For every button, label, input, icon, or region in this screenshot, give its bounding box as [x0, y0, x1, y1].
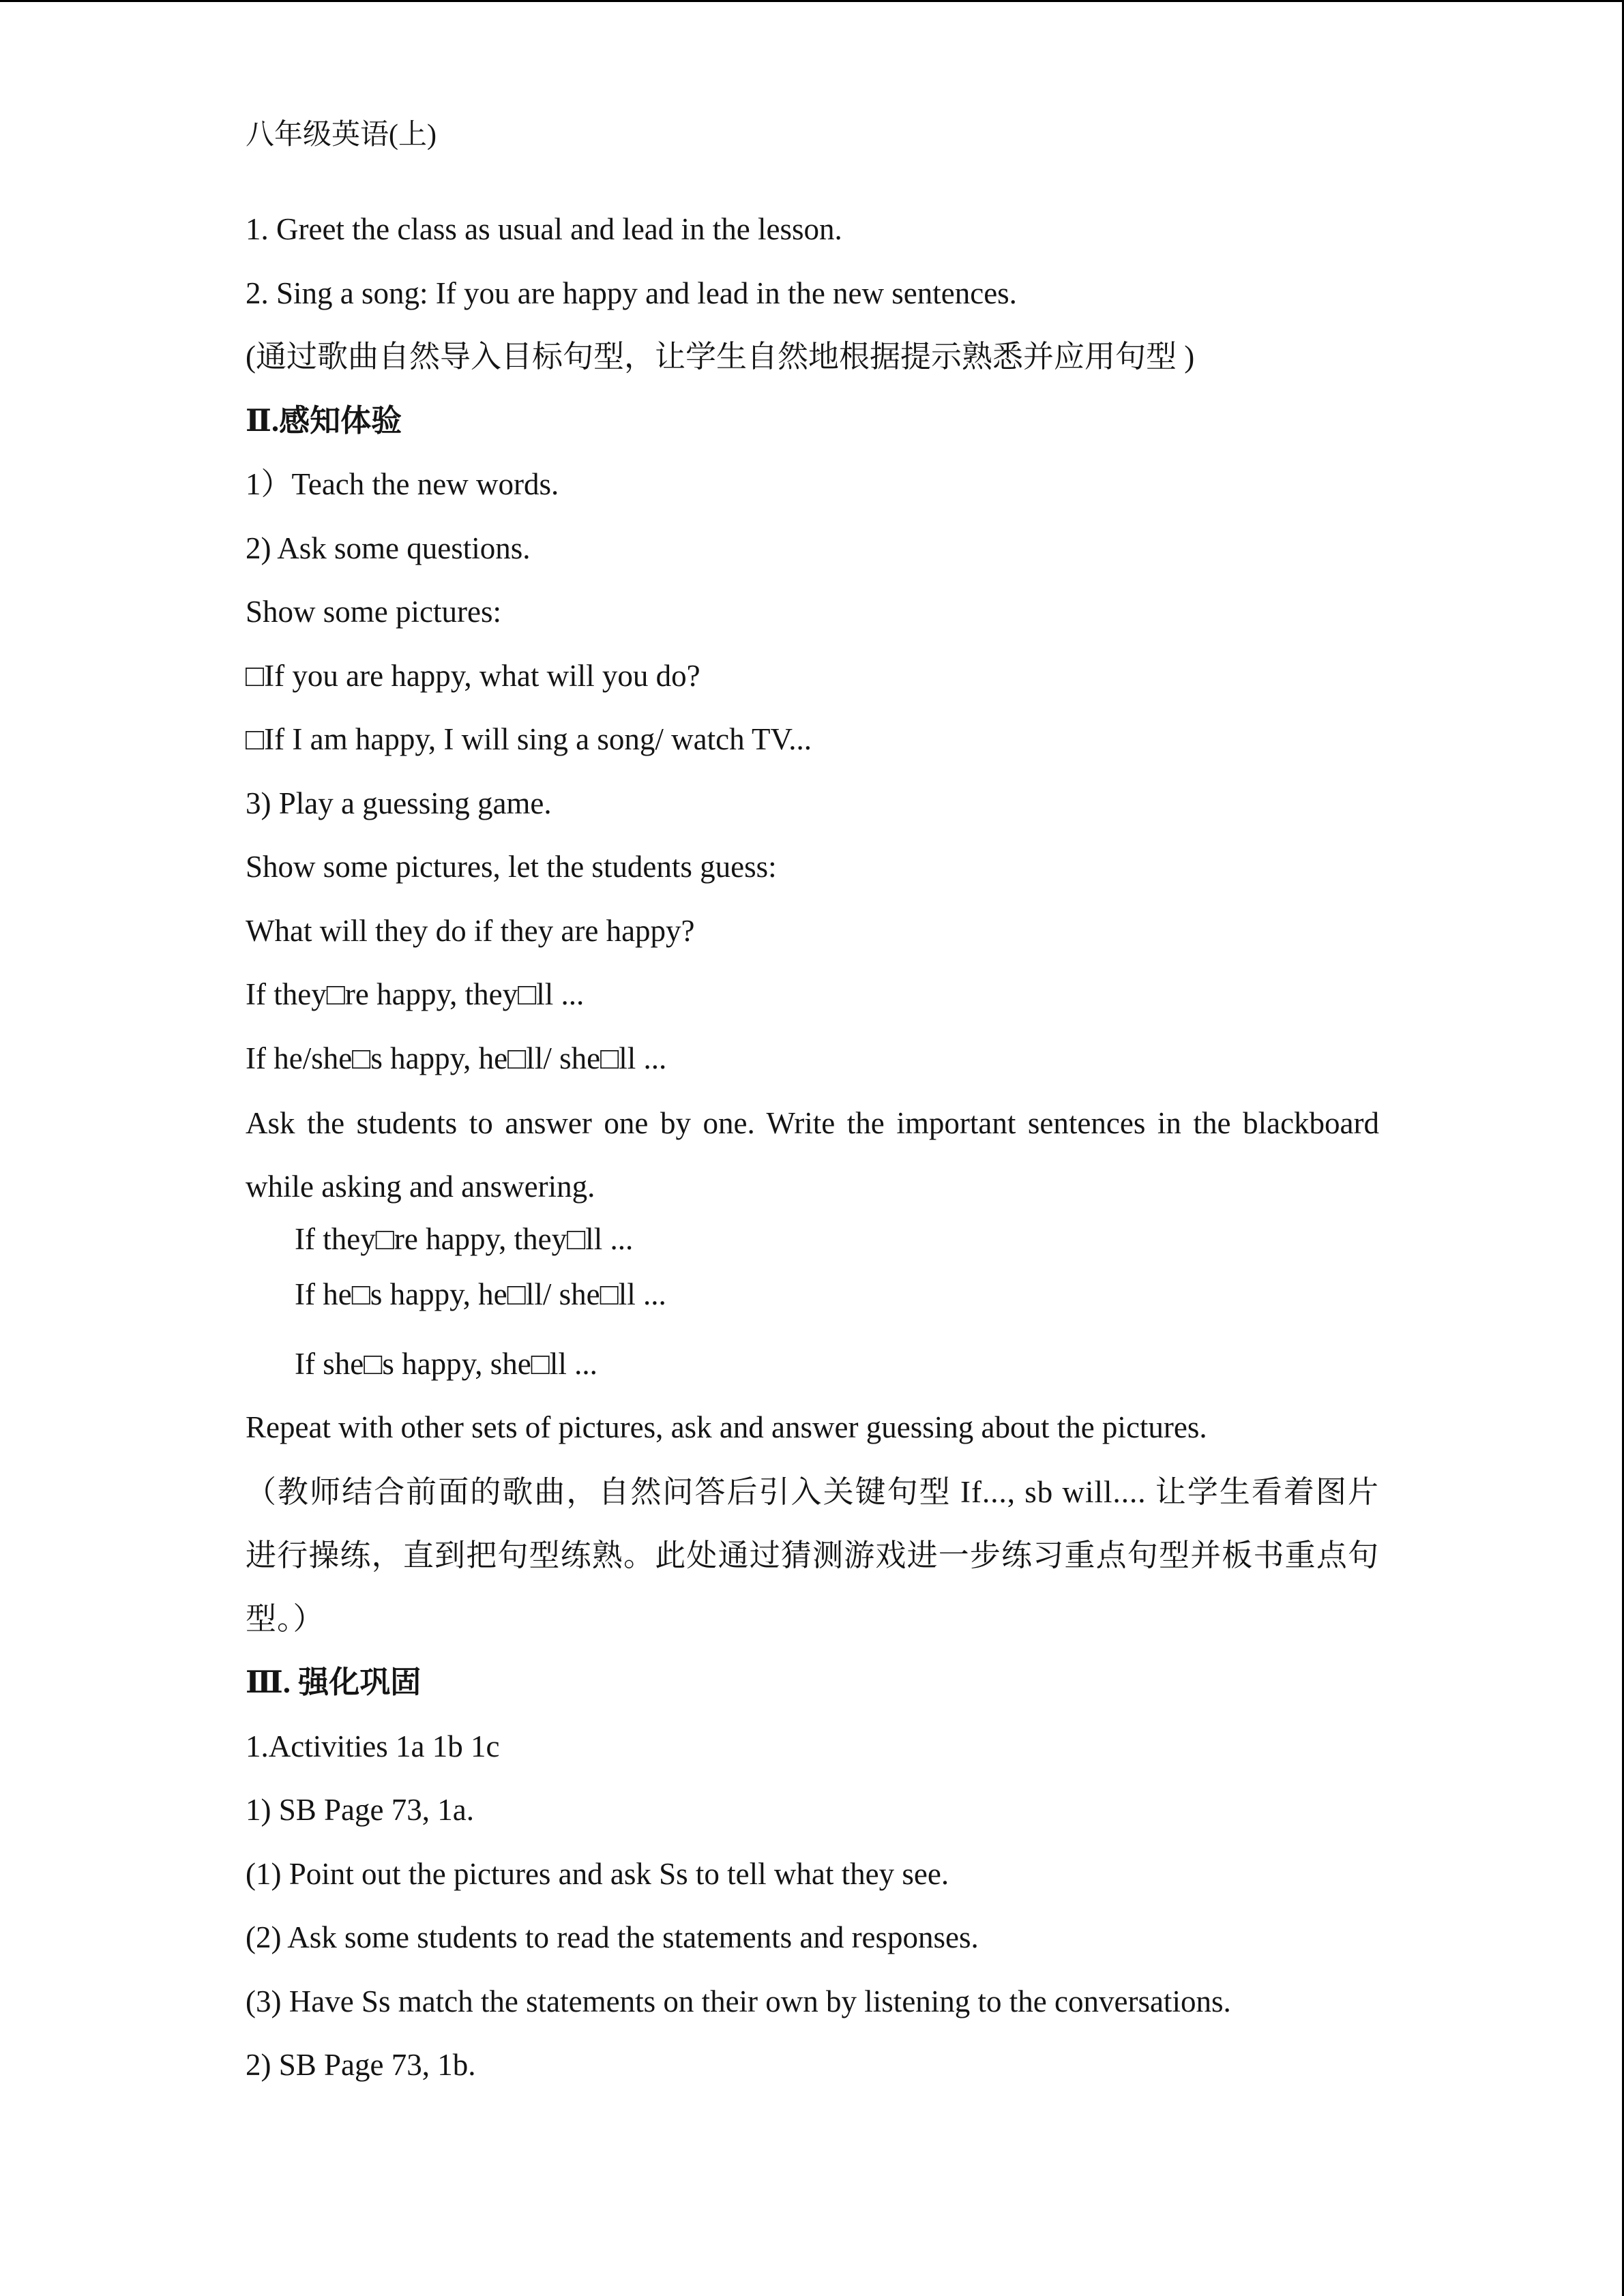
guess-question: What will they do if they are happy?: [246, 914, 695, 948]
sb-page-1b: 2) SB Page 73, 1b.: [246, 2048, 476, 2082]
activities-title: 1.Activities 1a 1b 1c: [246, 1729, 500, 1763]
question-line: □If you are happy, what will you do?: [246, 659, 700, 693]
sb-page-1a: 1) SB Page 73, 1a.: [246, 1793, 474, 1827]
page-border-top: [0, 0, 1624, 2]
teacher-note-paragraph: （教师结合前面的歌曲，自然问答后引入关键句型 If..., sb will.... 让学生看着图片进行操练，直到把句型练熟。此处通过猜测游戏进一步练习重点句型并板书重点句型。）: [246, 1475, 1379, 1636]
step-teach-words: 1）Teach the new words.: [246, 467, 559, 501]
section-heading-2: Ⅱ.感知体验: [246, 404, 402, 438]
board-sentence-he: If he□s happy, he□ll/ she□ll ...: [295, 1277, 666, 1311]
step-ask-questions: 2) Ask some questions.: [246, 531, 531, 565]
step-guessing-game: 3) Play a guessing game.: [246, 786, 552, 820]
step-greet: 1. Greet the class as usual and lead in the lesson.: [246, 212, 842, 246]
step-sing-song: 2. Sing a song: If you are happy and lead in the new sentences.: [246, 276, 1017, 310]
instruction-paragraph: Ask the students to answer one by one. Write the important sentences in the blackboard while asking and answering.: [246, 1106, 1379, 1204]
page-header: 八年级英语(上): [246, 119, 437, 151]
section-heading-3: Ⅲ. 强化巩固: [246, 1665, 422, 1699]
answer-line: □If I am happy, I will sing a song/ watch TV...: [246, 722, 812, 756]
show-pictures-guess: Show some pictures, let the students guess:: [246, 850, 777, 884]
note-song-intro: (通过歌曲自然导入目标句型，让学生自然地根据提示熟悉并应用句型 ): [246, 340, 1195, 374]
repeat-instruction: Repeat with other sets of pictures, ask and answer guessing about the pictures.: [246, 1410, 1207, 1444]
board-sentence-she: If she□s happy, she□ll ...: [295, 1347, 597, 1381]
show-pictures: Show some pictures:: [246, 595, 501, 629]
step-point-out: (1) Point out the pictures and ask Ss to tell what they see.: [246, 1857, 949, 1891]
step-match-statements: (3) Have Ss match the statements on their own by listening to the conversations.: [246, 1984, 1231, 2018]
board-sentence-they: If they□re happy, they□ll ...: [295, 1222, 634, 1256]
pattern-he-she: If he/she□s happy, he□ll/ she□ll ...: [246, 1041, 667, 1075]
step-read-statements: (2) Ask some students to read the statements and responses.: [246, 1920, 979, 1954]
pattern-they: If they□re happy, they□ll ...: [246, 977, 585, 1011]
